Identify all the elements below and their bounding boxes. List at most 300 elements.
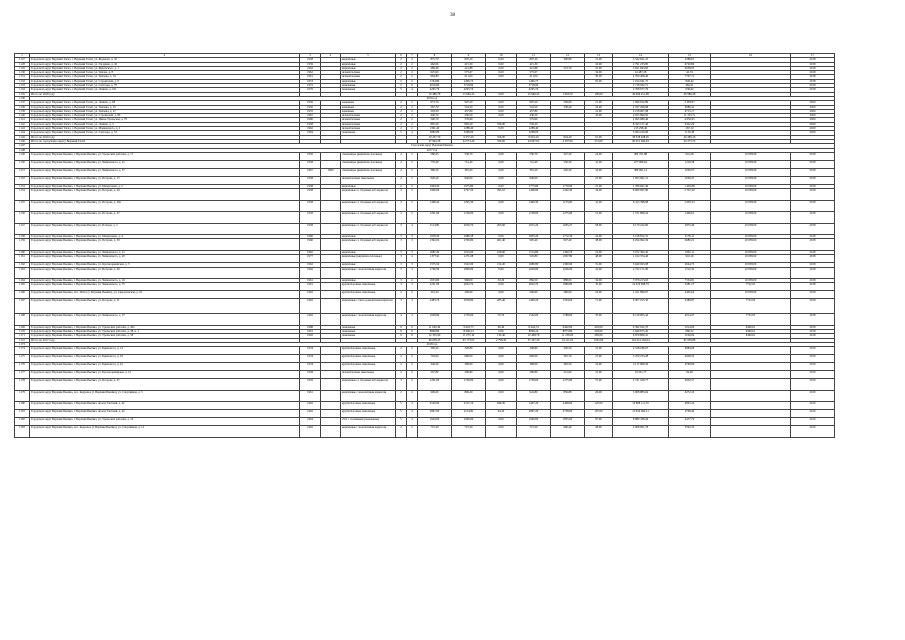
row-number-cell: 1164 (15, 279, 30, 283)
row-number-cell: 1172 (15, 338, 30, 342)
address-cell: Городской округ Верхний Тагил, г. Верхний Тагил, ул. Маяковского, д. 2 (30, 127, 300, 131)
table-cell: 567,70 (418, 105, 452, 109)
table-cell: 2 (407, 291, 418, 299)
address-cell: Городской округ Верхний Тагил, г. Верхний Тагил, ул. Жуковского, д. 1 (30, 66, 300, 70)
row-number-cell: 1144 (15, 131, 30, 135)
table-cell: 2 (407, 152, 418, 160)
table-cell: кирпичные (кирпично-блочные) (341, 255, 396, 263)
table-row (15, 426, 835, 438)
table-cell (321, 402, 341, 410)
table-cell: 4 767 269,98 (613, 105, 669, 109)
address-cell: Городской округ Верхняя Пышма, г. Верхняя Пышма, проезд Уютный, д. 42 (30, 402, 300, 410)
table-cell: 1928,80 (418, 314, 452, 326)
table-cell: 2020 (791, 131, 835, 135)
table-cell: 51,00 (585, 212, 613, 224)
row-number-cell: 1151 (15, 168, 30, 176)
table-cell: 6490,61 (711, 325, 791, 329)
table-cell: 626,20 (418, 176, 452, 184)
table-cell: 1288,40 (517, 127, 551, 131)
table-row (15, 189, 835, 201)
table-cell: 125,00 (585, 402, 613, 410)
table-cell: 2 (407, 390, 418, 402)
table-cell: 1615,60 (452, 250, 486, 254)
column-number-cell: 15 (669, 54, 711, 58)
table-cell: 15 066,45 (452, 92, 486, 96)
table-cell: 4380,87 (669, 299, 711, 314)
table-cell: 4928,52 (669, 355, 711, 363)
table-cell: 251,00 (585, 139, 613, 143)
table-cell: 2 (396, 66, 407, 70)
table-row (15, 402, 835, 410)
row-number-cell: 1134 (15, 88, 30, 92)
address-cell: Итого по городскому округу Верхний Тагил (30, 139, 300, 143)
table-cell: 348,80 (452, 347, 486, 355)
table-cell: 2875,46 (669, 223, 711, 235)
table-cell: крупноблочные панельные (341, 402, 396, 410)
table-cell: 2020 (791, 122, 835, 126)
table-cell: 160,60 (486, 250, 517, 254)
address-cell: Городской округ Верхняя Пышма, г. Верхняя Пышма, ул. Петрова, д. 49 (30, 189, 300, 201)
table-cell: 8096,24 (517, 330, 551, 334)
table-cell: 1498,80 (517, 189, 551, 201)
row-number-cell: 1150 (15, 160, 30, 168)
page-number: 38 (450, 13, 455, 18)
table-cell: 272,70 (551, 66, 585, 70)
address-cell: Городской округ Верхняя Пышма, г. Верхняя Пышма, ул. Петрова, д. 15 (30, 176, 300, 184)
table-cell: 2018 (791, 62, 835, 66)
table-cell: 1653,80 (418, 279, 452, 283)
table-cell: 1954 (300, 347, 321, 355)
table-cell: 6272,10 (669, 390, 711, 402)
table-cell: 2 695 689,46 (613, 118, 669, 122)
table-cell: 1514,80 (517, 250, 551, 254)
table-cell: 856,80 (551, 390, 585, 402)
table-cell: 4295,76 (418, 88, 452, 92)
table-cell: 10 038,00 (711, 200, 791, 212)
table-cell: 5 908 883,04 (613, 390, 669, 402)
table-cell: 11 353,71 (669, 114, 711, 118)
address-cell: Городской округ Верхняя Пышма, г. Верхняя Пышма, ул. Уральских рабочих, д. 16 (30, 418, 300, 426)
table-cell: 1 194 941,75 (613, 79, 669, 83)
table-cell: 48,00 (585, 255, 613, 263)
table-cell: 389 091,14 (613, 168, 669, 176)
table-cell: 30,00 (585, 75, 613, 79)
table-cell: 381,20 (452, 168, 486, 176)
table-cell: 506,00 (551, 101, 585, 105)
address-cell: Городской округ Верхняя Пышма, г. Верхняя Пышма, ул. Кривоноса, д. 22 (30, 363, 300, 371)
table-cell: 2018 (791, 152, 835, 160)
table-cell: 1218,38 (669, 160, 711, 168)
table-cell: 1 405,88 (669, 184, 711, 188)
table-cell: 1964 (300, 418, 321, 426)
table-cell: 10 038,00 (711, 235, 791, 239)
table-cell: 2019 (791, 379, 835, 391)
table-cell: 1976 (300, 88, 321, 92)
table-cell: 1954 (300, 355, 321, 363)
table-cell (321, 176, 341, 184)
table-cell: 41,00 (585, 235, 613, 239)
table-cell: 415,30 (452, 62, 486, 66)
table-cell (321, 200, 341, 212)
table-cell: 1960 (300, 239, 321, 251)
table-cell: 8073,86 (551, 330, 585, 334)
table-cell: 4 (407, 255, 418, 263)
table-cell: 1940,00 (517, 418, 551, 426)
table-cell: 3268,00 (452, 131, 486, 135)
table-cell: 326,50 (551, 347, 585, 355)
table-cell: 90 051 099,94 (613, 139, 669, 143)
table-cell: 1406,75 (517, 79, 551, 83)
table-cell: 907,20 (517, 101, 551, 105)
table-cell: 2 (407, 184, 418, 188)
table-cell: 2 (407, 58, 418, 62)
table-cell: 9 392 632,70 (613, 325, 669, 329)
housing-registry-table (14, 53, 835, 438)
table-cell: 1262,40 (551, 189, 585, 201)
table-cell: 1956 (300, 152, 321, 160)
table-cell: кирпичные (341, 79, 396, 83)
table-cell: 2019 (791, 426, 835, 438)
table-cell: 0,00 (486, 127, 517, 131)
table-cell: 1 696 632,89 (613, 101, 669, 105)
table-cell: 0,00 (486, 152, 517, 160)
table-cell: 2019 (791, 418, 835, 426)
row-number-cell: 1162 (15, 263, 30, 267)
table-cell: панельные (341, 334, 396, 338)
table-cell: 3 (396, 235, 407, 239)
table-cell: 3 (396, 223, 407, 235)
table-cell: 226,20 (551, 168, 585, 176)
table-cell: 579,60 (452, 118, 486, 122)
table-cell: 2020 (791, 109, 835, 113)
table-cell: 916,16 (669, 255, 711, 263)
address-cell: Городской округ Верхний Тагил, г. Верхний Тагил, ул. Чапаева, д. 25 (30, 105, 300, 109)
row-number-cell: 1160 (15, 250, 30, 254)
table-cell: шлакоблочные (341, 118, 396, 122)
address-cell: Городской округ Верхний Тагил, г. Верхний Тагил, ул. Ленина, д. 68 (30, 101, 300, 105)
table-cell: 1958 (300, 160, 321, 168)
table-cell: 2 (396, 62, 407, 66)
address-cell: Городской округ Верхняя Пышма, г. Верхняя Пышма, ул. Петрова, д. 59 (30, 239, 300, 251)
table-cell: 2020 (791, 114, 835, 118)
table-cell: 524,50 (517, 105, 551, 109)
table-cell: 1906,00 (418, 189, 452, 201)
table-cell: 3 (396, 267, 407, 279)
table-cell: 770,40 (418, 160, 452, 168)
table-cell: 6 (407, 334, 418, 338)
table-cell: 10 038,00 (711, 212, 791, 224)
table-cell: 296,60 (452, 291, 486, 299)
table-cell: 1542,60 (517, 314, 551, 326)
table-cell: 457,80 (517, 109, 551, 113)
row-number-cell: 1156 (15, 212, 30, 224)
table-cell: 58,00 (585, 223, 613, 235)
table-cell: 97,00 (585, 418, 613, 426)
table-cell: 1962 (300, 410, 321, 418)
table-cell (711, 418, 791, 426)
table-cell: 1764,80 (418, 79, 452, 83)
table-cell: 27 902,28 (418, 139, 452, 143)
table-cell: 2 (407, 371, 418, 379)
table-cell: 6 (407, 84, 418, 88)
table-cell: 5 (396, 131, 407, 135)
table-cell: 10 038,00 (711, 291, 791, 299)
table-cell: 10 038,00 (711, 160, 791, 168)
table-cell: 8 345 157,46 (613, 122, 669, 126)
table-cell: 1 221 860,67 (613, 291, 669, 299)
table-cell: 3882,80 (418, 131, 452, 135)
table-cell: 2644,73 (669, 263, 711, 267)
table-cell: 280,00 (551, 291, 585, 299)
row-number-cell: 1132 (15, 79, 30, 83)
table-cell (321, 283, 341, 291)
table-cell: 26,00 (585, 390, 613, 402)
table-cell: 2 (407, 127, 418, 131)
table-cell: 641,28 (669, 152, 711, 160)
table-cell: 9322,20 (669, 122, 711, 126)
table-cell: 715,20 (517, 426, 551, 438)
table-cell: 2 (396, 426, 407, 438)
table-cell: 2019 (791, 363, 835, 371)
table-cell: 395,10 (486, 189, 517, 201)
table-cell: 1468,42 (418, 200, 452, 212)
table-cell: 888,00 (551, 279, 585, 283)
table-cell: 71,00 (585, 299, 613, 314)
table-cell: 16,00 (585, 168, 613, 176)
table-cell: 660,40 (551, 426, 585, 438)
row-number-cell: 1155 (15, 200, 30, 212)
table-cell: 6490,61 (711, 334, 791, 338)
table-cell (551, 176, 585, 184)
table-cell: 24,00 (585, 291, 613, 299)
table-cell (711, 347, 791, 355)
table-cell: 849,30 (486, 402, 517, 410)
table-cell: 401,40 (486, 239, 517, 251)
table-cell: 3 (407, 299, 418, 314)
table-row (15, 355, 835, 363)
table-cell: 346,20 (418, 363, 452, 371)
table-cell: 1962 (300, 314, 321, 326)
column-number-cell: 9 (452, 54, 486, 58)
table-cell: 2 (396, 109, 407, 113)
table-cell: 1407,20 (517, 402, 551, 410)
table-cell: 1956 (300, 101, 321, 105)
row-number-cell: 1154 (15, 189, 30, 201)
table-cell: 1594,00 (551, 299, 585, 314)
table-cell: 2251,90 (418, 283, 452, 291)
table-cell: 1496,61 (669, 212, 711, 224)
table-cell: 2 383,97 (669, 101, 711, 105)
table-cell: крупноблочные панельные (341, 291, 396, 299)
table-cell: 4477,79 (669, 418, 711, 426)
address-cell: Городской округ Верхний Тагил, г. Верхний Тагил, ул. Свободы, д. 53 (30, 131, 300, 135)
address-cell: Городской округ Верхняя Пышма, г. Верхняя Пышма, ул. Победы, д. 2 (30, 223, 300, 235)
column-number-cell: 3 (300, 54, 321, 58)
table-cell: 6 (407, 330, 418, 334)
table-cell: 715,20 (452, 426, 486, 438)
address-cell: Итого по 2019 году (30, 135, 300, 139)
table-cell: 3 (407, 235, 418, 239)
table-row (15, 152, 835, 160)
table-cell (321, 267, 341, 279)
table-cell: 34,00 (585, 279, 613, 283)
table-cell: 0,00 (486, 168, 517, 176)
table-cell: 4 (407, 410, 418, 418)
table-cell: сб/б с головными (панельные) (341, 418, 396, 426)
table-cell: 2 (396, 371, 407, 379)
table-cell: кирпичные (341, 62, 396, 66)
address-cell: Городской округ Верхний Тагил, г. Верхний Тагил, ул. Строителей, д. 8б (30, 114, 300, 118)
table-cell: 1965 (300, 250, 321, 254)
table-cell: 94,99 (669, 371, 711, 379)
table-cell: 1904,50 (418, 184, 452, 188)
table-cell: 46 289,26 (669, 135, 711, 139)
table-cell: 1958 (300, 58, 321, 62)
table-cell: 1967 (300, 168, 321, 176)
table-cell: кирпичные с монолитным каркасом (341, 426, 396, 438)
address-cell: Городской округ Верхний Тагил, г. Верхний Тагил, ул. Ленина, д. 101 (30, 88, 300, 92)
table-cell: 24,00 (585, 152, 613, 160)
address-cell: Городской округ Верхняя Пышма, г. Верхняя Пышма, ул. Петрова, д. 47 (30, 379, 300, 391)
table-cell: 1958 (300, 371, 321, 379)
table-cell: 2 (407, 363, 418, 371)
table-cell: 3 (396, 255, 407, 263)
table-cell: 1869,80 (551, 283, 585, 291)
table-cell: 865,20 (418, 122, 452, 126)
column-number-cell: 17 (791, 54, 835, 58)
row-number-cell: 1176 (15, 363, 30, 371)
table-cell: 0,00 (486, 371, 517, 379)
table-cell: 16 486,78 (418, 92, 452, 96)
table-cell: 3718,90 (452, 84, 486, 88)
table-cell: крупноблочные панельные (341, 283, 396, 291)
table-cell: 2520,00 (418, 402, 452, 410)
table-cell: 1392,02 (418, 239, 452, 251)
table-cell: 0,00 (486, 75, 517, 79)
table-cell: 1728,00 (517, 379, 551, 391)
address-cell: Городской округ Верхняя Пышма, г. Верхняя Пышма, ул. Чайковского, д. 2а (30, 160, 300, 168)
table-cell: 536,70 (517, 152, 551, 160)
table-cell: 640,00 (452, 176, 486, 184)
table-cell: 1770,60 (551, 184, 585, 188)
table-cell: 0,00 (486, 160, 517, 168)
table-cell: кирпичные с монолитным каркасом (341, 267, 396, 279)
row-number-cell: 1129 (15, 66, 30, 70)
table-cell: 11 620,40 (418, 325, 452, 329)
table-cell: 1 718 932,71 (613, 84, 669, 88)
table-cell: 338,40 (551, 105, 585, 109)
table-cell: 2018 (791, 160, 835, 168)
table-cell: 3 (407, 250, 418, 254)
table-cell: 12,00 (585, 109, 613, 113)
row-number-cell: 1157 (15, 223, 30, 235)
table-cell: 25,00 (585, 66, 613, 70)
table-cell: 896,20 (452, 390, 486, 402)
table-cell (321, 355, 341, 363)
address-cell: Городской округ Верхняя Пышма, пос. Кедровое (г. Верхняя Пышма), ул. Спортивная, д. 12 (30, 426, 300, 438)
table-cell: 356,00 (486, 139, 517, 143)
table-cell: 2 (407, 168, 418, 176)
table-cell: 23,00 (585, 176, 613, 184)
table-cell: 996,60 (418, 390, 452, 402)
table-cell: крупноблочные панельные (341, 410, 396, 418)
table-cell: 0,00 (486, 109, 517, 113)
table-cell: 1992 (300, 334, 321, 338)
table-cell: 381,20 (517, 168, 551, 176)
table-cell: 4798,40 (669, 410, 711, 418)
row-number-cell: 1173 (15, 343, 30, 347)
table-cell: 2 767,20 (669, 189, 711, 201)
table-cell: 93 275,74 (669, 139, 711, 143)
table-cell: 1291,90 (418, 212, 452, 224)
table-cell: 3 072 392,42 (613, 250, 669, 254)
table-cell: кирпичные (341, 263, 396, 267)
table-cell: 2018 (791, 71, 835, 75)
table-cell: 3 (396, 212, 407, 224)
table-cell: 1961 (300, 75, 321, 79)
row-number-cell: 1139 (15, 109, 30, 113)
table-row (15, 390, 835, 402)
table-cell: 1 663,50 (551, 92, 585, 96)
table-cell: 6 879 800,41 (613, 334, 669, 338)
row-number-cell: 1135 (15, 92, 30, 96)
table-cell: 215 298,40 (613, 127, 669, 131)
address-cell: Городской округ Верхняя Пышма, г. Верхняя Пышма, ул. Менделеева, д. 4 (30, 235, 300, 239)
table-cell: 1271,08 (452, 255, 486, 263)
table-row (15, 299, 835, 314)
table-cell: 2 095,23 (669, 200, 711, 212)
table-cell: 968,00 (452, 279, 486, 283)
table-cell: 9 (396, 330, 407, 334)
table-cell: 2114,00 (452, 410, 486, 418)
table-cell: каменные (341, 109, 396, 113)
table-cell: 581,70 (551, 355, 585, 363)
row-number-cell: 1182 (15, 418, 30, 426)
table-cell: 283,00 (585, 334, 613, 338)
address-cell: Городской округ Верхняя Пышма, г. Верхняя Пышма, ул. Уральских рабочих, д. 17 (30, 152, 300, 160)
table-cell: 703,60 (418, 355, 452, 363)
row-number-cell: 1146 (15, 139, 30, 143)
table-cell: 1958 (300, 184, 321, 188)
table-cell: 2018 (791, 299, 835, 314)
table-cell: кирпичные со сборным ж/б каркасом (341, 189, 396, 201)
table-cell: 1958 (300, 200, 321, 212)
table-cell: 41,00 (585, 267, 613, 279)
table-cell: кирпичные (341, 279, 396, 283)
table-cell: 2038,80 (452, 299, 486, 314)
table-cell: 575,67 (517, 71, 551, 75)
address-cell: Городской округ Верхняя Пышма, г. Верхняя Пышма, ул. Чайковского, д. 35 (30, 283, 300, 291)
table-cell: 2018 (791, 325, 835, 329)
table-cell: 1772,30 (551, 235, 585, 239)
table-cell: 2 (407, 109, 418, 113)
table-cell: 24 067,65 (517, 139, 551, 143)
table-cell: 660,00 (517, 355, 551, 363)
table-cell: 660,00 (452, 355, 486, 363)
table-row (15, 223, 835, 235)
table-cell: 2 (396, 363, 407, 371)
table-cell (321, 291, 341, 299)
table-cell: 8 060 997,86 (613, 189, 669, 201)
address-cell: Городской округ Верхняя Пышма, г. Верхняя Пышма, ул. Петрова, д. 49а (30, 200, 300, 212)
table-cell (321, 363, 341, 371)
table-cell (711, 426, 791, 438)
table-cell: 2 791 233,85 (613, 62, 669, 66)
address-cell: Городской округ Верхний Тагил, г. Верхний Тагил, ул. Свободы, д. 79 (30, 84, 300, 88)
table-cell: 63 173,95 (452, 338, 486, 342)
table-cell: кирпичные (341, 250, 396, 254)
table-cell: 1962 (300, 299, 321, 314)
